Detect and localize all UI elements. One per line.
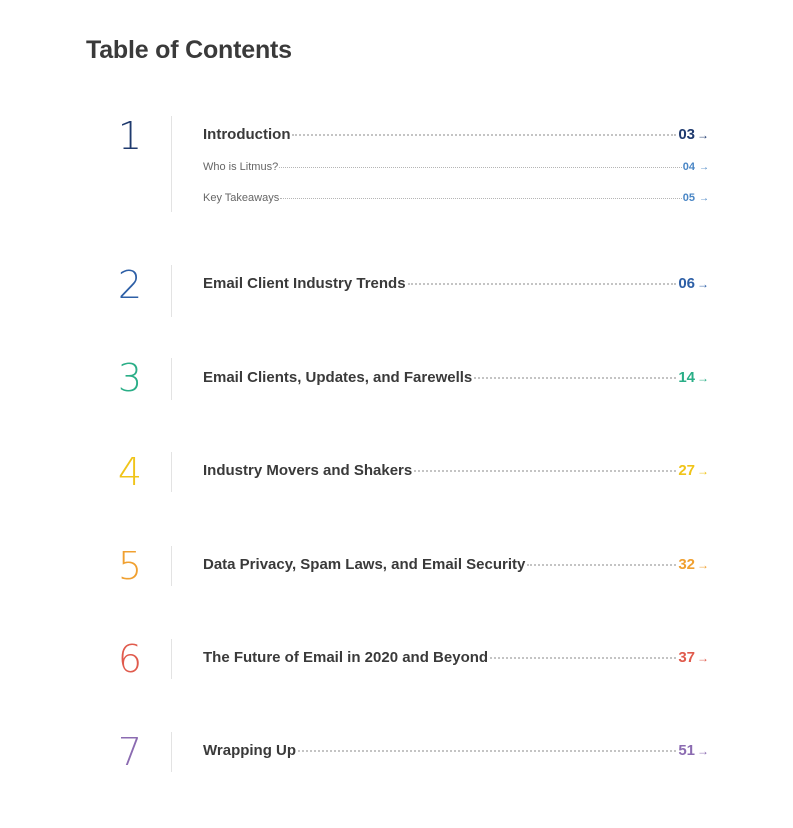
page-number: 05: [682, 192, 695, 204]
page-number: 14: [678, 369, 695, 386]
page-number: 06: [678, 275, 695, 292]
toc-entry-data-privacy[interactable]: [203, 556, 709, 573]
section-number: 5: [117, 544, 143, 588]
page-number: 03: [678, 126, 695, 143]
arrow-right-icon: →: [697, 651, 709, 665]
section-number: 7: [117, 730, 143, 774]
arrow-right-icon: →: [697, 558, 709, 572]
entry-label: Email Client Industry Trends: [203, 275, 406, 292]
dot-leader: [298, 750, 676, 752]
divider: [171, 732, 172, 772]
entry-label: Introduction: [203, 126, 291, 143]
arrow-right-icon: →: [697, 277, 709, 291]
toc-entry-industry-movers[interactable]: [203, 462, 709, 479]
section-number: 4: [117, 450, 143, 494]
section-number: 2: [117, 263, 143, 307]
subentry-label: Key Takeaways: [203, 192, 280, 204]
toc-subentry-key-takeaways[interactable]: [203, 192, 709, 204]
divider: [171, 639, 172, 679]
divider: [171, 452, 172, 492]
dot-leader: [527, 564, 676, 566]
dot-leader: [490, 657, 676, 659]
dot-leader: [408, 283, 677, 285]
section-number: 1: [117, 114, 143, 158]
toc-subentry-who-is-litmus[interactable]: [203, 161, 709, 173]
dot-leader: [279, 167, 682, 168]
entry-label: The Future of Email in 2020 and Beyond: [203, 649, 489, 666]
dot-leader: [292, 134, 676, 136]
toc-entry-email-client-industry-trends[interactable]: [203, 275, 709, 292]
page-title: Table of Contents: [86, 36, 292, 64]
toc-entry-email-clients-updates[interactable]: [203, 369, 709, 386]
toc-entry-wrapping-up[interactable]: [203, 742, 709, 759]
arrow-right-icon: →: [697, 744, 709, 758]
entry-label: Industry Movers and Shakers: [203, 462, 413, 479]
arrow-right-icon: →: [699, 162, 709, 173]
dot-leader: [280, 198, 682, 199]
divider: [171, 265, 172, 317]
dot-leader: [414, 470, 676, 472]
toc-entry-future-of-email[interactable]: [203, 649, 709, 666]
section-number: 6: [117, 637, 143, 681]
page-number: 37: [678, 649, 695, 666]
arrow-right-icon: →: [697, 464, 709, 478]
arrow-right-icon: →: [699, 193, 709, 204]
entry-label: Data Privacy, Spam Laws, and Email Security: [203, 556, 526, 573]
divider: [171, 358, 172, 400]
subentry-label: Who is Litmus?: [203, 161, 279, 173]
entry-label: Wrapping Up: [203, 742, 297, 759]
dot-leader: [474, 377, 676, 379]
page-number: 04: [682, 161, 695, 173]
page-number: 27: [678, 462, 695, 479]
entry-label: Email Clients, Updates, and Farewells: [203, 369, 473, 386]
divider: [171, 116, 172, 212]
page-number: 32: [678, 556, 695, 573]
arrow-right-icon: →: [697, 128, 709, 142]
page-number: 51: [678, 742, 695, 759]
divider: [171, 546, 172, 586]
section-number: 3: [117, 356, 143, 400]
arrow-right-icon: →: [697, 371, 709, 385]
toc-entry-introduction[interactable]: [203, 126, 709, 143]
